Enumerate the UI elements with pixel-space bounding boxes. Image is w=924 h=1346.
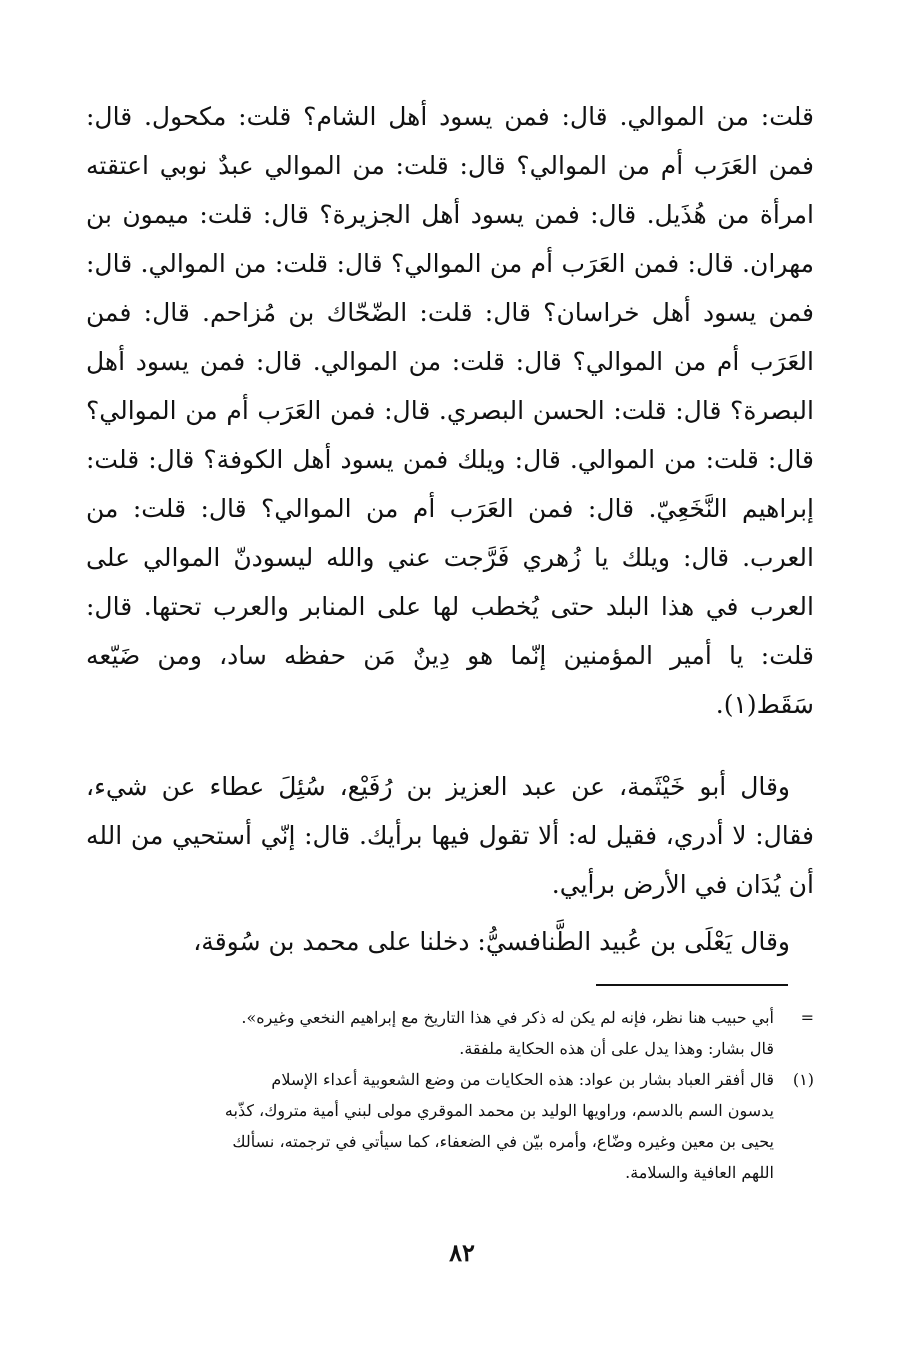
footnote-mark: (١) (792, 1070, 814, 1089)
paragraph-abu-khaythama: وقال أبو خَيْثَمة، عن عبد العزيز بن رُفَيْع، سُئِلَ عطاء عن شيء، فقال: لا أدري، فقيل له: ألا تقول فيها برأيك. قال: إنّي أستحيي من الله أن يُدَان في الأرض برأيي. (86, 772, 814, 899)
footnote-line: يحيى بن معين وغيره وضّاع، وأمره بيّن في الضعفاء، كما سيأتي في ترجمته، نسألك (232, 1132, 774, 1151)
footnote-line: أبي حبيب هنا نظر، فإنه لم يكن له ذكر في هذا التاريخ مع إبراهيم النخعي وغيره». (241, 1008, 774, 1027)
footnote-line: قال أفقر العباد بشار بن عواد: هذه الحكايات من وضع الشعوبية أعداء الإسلام (271, 1070, 774, 1089)
footnote-line: اللهم العافية والسلامة. (625, 1163, 774, 1182)
footnote-continued (92, 1002, 814, 1064)
footnote-separator (596, 984, 788, 986)
footnote-1 (92, 1064, 814, 1188)
footnote-line: يدسون السم بالدسم، وراويها الوليد بن محمد الموقري مولى لبني أمية متروك، كذّبه (224, 1101, 774, 1120)
paragraph-dialogue: قلت: من الموالي. قال: فمن يسود أهل الشام؟ قلت: مكحول. قال: فمن العَرَب أم من الموالي؟ قال: قلت: من الموالي عبدٌ نوبي اعتقته امرأة من هُذَيل. قال: فمن يسود أهل الجزيرة؟ قال: قلت: ميمون بن مهران. قال: فمن العَرَب أم من الموالي؟ قال: قلت: من الموالي. قال: فمن يسود أهل خراسان؟ قال: قلت: الضّحّاك بن مُزاحم. قال: فمن العَرَب أم من الموالي؟ قال: قلت: من الموالي. قال: فمن يسود أهل البصرة؟ قال: قلت: الحسن البصري. قال: فمن العَرَب أم من الموالي؟ قال: قلت: من الموالي. قال: ويلك فمن يسود أهل الكوفة؟ قال: قلت: إبراهيم النَّخَعِيّ. قال: فمن العَرَب أم من الموالي؟ قال: قلت: من العرب. قال: ويلك يا زُهري فَرَّجت عني والله ليسودنّ الموالي على العرب في هذا البلد حتى يُخطب لها على المنابر والعرب تحتها. قال: قلت: يا أمير المؤمنين إنّما هو دِينٌ مَن حفظه ساد، ومن ضَيّعه سَقَط(١). (86, 102, 814, 719)
main-text (86, 92, 814, 966)
footnote-line: قال بشار: وهذا يدل على أن هذه الحكاية ملفقة. (459, 1039, 774, 1058)
page-number: ٨٢ (449, 1238, 475, 1267)
footnote-mark: = (800, 1008, 814, 1027)
paragraph-yala: وقال يَعْلَى بن عُبيد الطَّنافسيُّ: دخلنا على محمد بن سُوقة، (193, 927, 790, 956)
footnotes (92, 1002, 814, 1188)
